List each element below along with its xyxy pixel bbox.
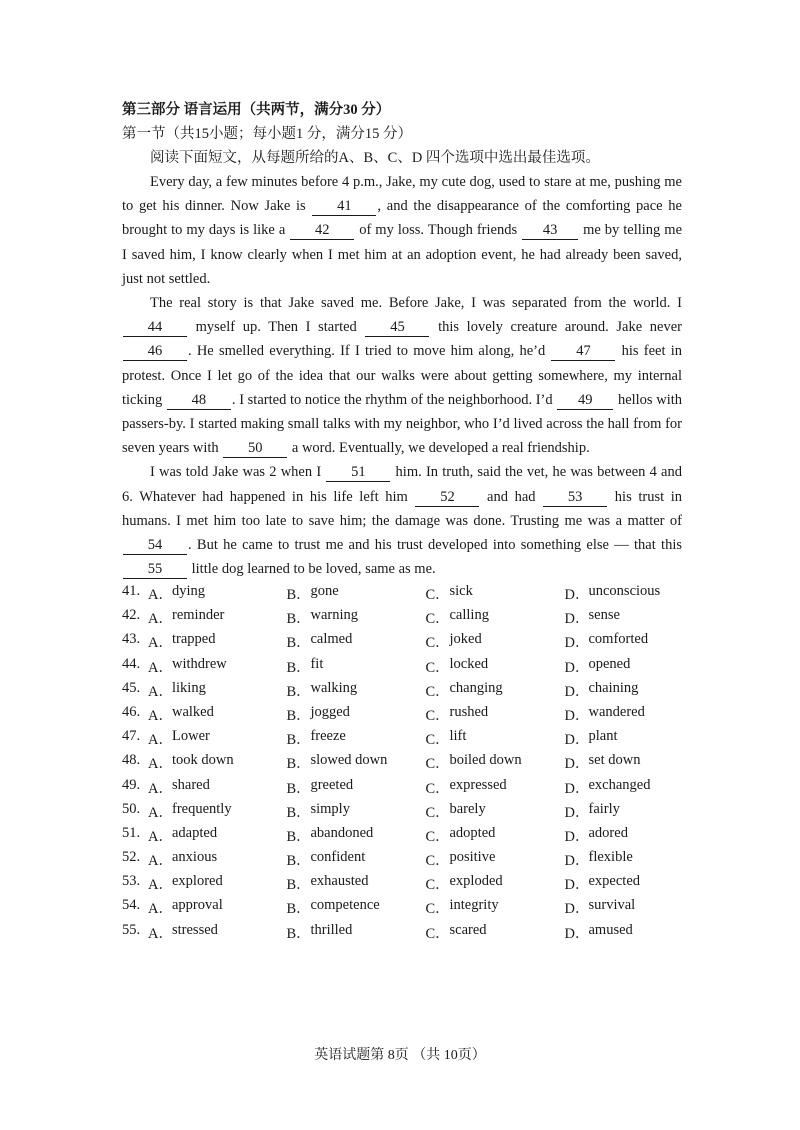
text-span: . I started to notice the rhythm of the neighborhood. I’d (231, 391, 557, 408)
option-a[interactable] (122, 849, 286, 870)
option-text: amused (588, 921, 633, 938)
option-a[interactable] (122, 728, 286, 749)
option-d[interactable] (565, 704, 682, 725)
option-letter: A． (148, 877, 173, 894)
option-text: reminder (172, 607, 225, 624)
option-letter: C． (425, 587, 450, 604)
option-letter: B． (286, 659, 311, 676)
question-number: 55. (122, 921, 141, 938)
option-row (122, 848, 682, 872)
option-b[interactable] (286, 607, 425, 628)
option-letter: C． (425, 611, 450, 628)
option-d[interactable] (565, 801, 682, 822)
option-letter: D． (564, 683, 590, 700)
option-letter: D． (564, 732, 590, 749)
option-text: simply (310, 800, 350, 817)
option-text: greeted (310, 776, 354, 793)
blank-52: 52 (415, 489, 479, 507)
option-letter: D． (564, 587, 590, 604)
blank-53: 53 (543, 489, 607, 507)
option-letter: B． (286, 587, 311, 604)
option-row (122, 654, 682, 678)
text-span: and had (480, 488, 543, 505)
option-text: fairly (588, 800, 620, 817)
option-row (122, 896, 682, 920)
question-number: 48. (122, 752, 141, 769)
text-span: a word. Eventually, we developed a real friendship. (288, 440, 590, 457)
option-letter: D． (564, 659, 590, 676)
option-b[interactable] (286, 704, 425, 725)
option-letter: B． (286, 683, 311, 700)
option-c[interactable] (425, 777, 564, 798)
question-number: 51. (122, 824, 141, 841)
option-text: approval (172, 897, 223, 914)
option-letter: B． (286, 635, 311, 652)
text-span: little dog learned to be loved, same as me. (188, 561, 436, 578)
question-number: 47. (122, 728, 141, 745)
option-text: walking (310, 679, 358, 696)
option-row (122, 823, 682, 847)
option-d[interactable] (565, 825, 682, 846)
option-text: sick (449, 583, 473, 600)
option-letter: C． (425, 804, 450, 821)
page-footer: 英语试题第 8页 （共 10页） (314, 1048, 486, 1063)
option-letter: A． (148, 611, 173, 628)
option-c[interactable] (425, 656, 564, 677)
question-number: 41. (122, 583, 141, 600)
option-a[interactable] (122, 801, 286, 822)
part-title: 第三部分 语言运用（共两节，满分30 分） (122, 102, 391, 118)
option-letter: A． (148, 756, 173, 773)
option-letter: B． (286, 732, 311, 749)
option-d[interactable] (565, 583, 682, 604)
option-row (122, 702, 682, 726)
text-span: his feet in protest. Once I let go of the idea that our walks were about getting somewhere, my internal ticking (122, 343, 682, 408)
option-letter: C． (425, 780, 450, 797)
option-c[interactable] (425, 704, 564, 725)
option-a[interactable] (122, 631, 286, 652)
option-row (122, 872, 682, 896)
option-d[interactable] (565, 897, 682, 918)
question-number: 52. (122, 849, 141, 866)
option-c[interactable] (425, 631, 564, 652)
option-letter: C． (425, 635, 450, 652)
option-letter: D． (564, 635, 590, 652)
option-letter: B． (286, 611, 311, 628)
option-text: competence (310, 897, 380, 914)
blank-45: 45 (365, 319, 429, 337)
option-text: plant (588, 728, 618, 745)
option-a[interactable] (122, 752, 286, 773)
option-text: adapted (172, 824, 218, 841)
text-span: I was told Jake was 2 when I (150, 464, 326, 481)
option-letter: A． (148, 828, 173, 845)
text-span: , and the disappearance of the comforting pace he brought to my days is like a (122, 198, 682, 239)
option-c[interactable] (425, 825, 564, 846)
option-b[interactable] (286, 801, 425, 822)
option-text: frequently (172, 800, 232, 817)
option-letter: D． (564, 901, 590, 918)
text-span: hellos with passers-by. I started making small talks with my neighbor, who I’d lived across the hall from for seven years with (122, 391, 682, 457)
option-letter: C． (425, 901, 450, 918)
text-span: The real story is that Jake saved me. Before Jake, I was separated from the world. I (150, 295, 682, 312)
option-text: changing (449, 679, 503, 696)
option-c[interactable] (425, 607, 564, 628)
option-b[interactable] (286, 897, 425, 918)
option-letter: C． (425, 853, 450, 870)
option-letter: C． (425, 683, 450, 700)
question-number: 50. (122, 800, 141, 817)
option-text: dying (172, 583, 206, 600)
option-d[interactable] (565, 607, 682, 628)
option-b[interactable] (286, 825, 425, 846)
option-letter: A． (148, 683, 173, 700)
blank-41: 41 (312, 198, 376, 216)
option-text: thrilled (310, 921, 353, 938)
option-letter: B． (286, 901, 311, 918)
option-b[interactable] (286, 728, 425, 749)
question-number: 42. (122, 607, 141, 624)
option-text: positive (449, 849, 496, 866)
blank-51: 51 (326, 464, 390, 482)
passage-paragraph-3 (122, 460, 682, 581)
option-text: wandered (588, 703, 645, 720)
option-a[interactable] (122, 922, 286, 943)
option-letter: D． (564, 853, 590, 870)
option-b[interactable] (286, 777, 425, 798)
blank-55: 55 (123, 561, 187, 579)
text-span: this lovely creature around. Jake never (430, 319, 682, 336)
option-letter: A． (148, 732, 173, 749)
option-letter: A． (148, 925, 173, 942)
option-a[interactable] (122, 656, 286, 677)
question-number: 46. (122, 703, 141, 720)
option-b[interactable] (286, 752, 425, 773)
option-row (122, 920, 682, 944)
option-text: survival (588, 897, 636, 914)
option-a[interactable] (122, 704, 286, 725)
option-a[interactable] (122, 873, 286, 894)
option-d[interactable] (565, 873, 682, 894)
option-text: adored (588, 824, 628, 841)
option-text: abandoned (310, 824, 374, 841)
option-letter: A． (148, 587, 173, 604)
option-a[interactable] (122, 583, 286, 604)
option-text: exhausted (310, 873, 369, 890)
blank-50: 50 (223, 440, 287, 458)
option-text: stressed (172, 921, 218, 938)
option-d[interactable] (565, 777, 682, 798)
blank-42: 42 (290, 222, 354, 240)
option-d[interactable] (565, 728, 682, 749)
option-text: joked (449, 631, 482, 648)
option-b[interactable] (286, 583, 425, 604)
option-text: freeze (310, 728, 346, 745)
option-text: withdrew (172, 655, 227, 672)
option-text: warning (310, 607, 358, 624)
option-text: exchanged (588, 776, 651, 793)
passage-paragraph-2 (122, 291, 682, 460)
option-letter: C． (425, 877, 450, 894)
option-text: jogged (310, 703, 350, 720)
option-text: liking (172, 679, 206, 696)
option-text: calling (449, 607, 489, 624)
question-number: 53. (122, 873, 141, 890)
text-span: Every day, a few minutes before 4 p.m., Jake, my cute dog, used to stare at me, pushing me to get his dinner. Now Jake is (122, 174, 682, 215)
text-span: him. In truth, said the vet, he was between 4 and 6. Whatever had happened in his life left him (122, 464, 682, 505)
option-a[interactable] (122, 680, 286, 701)
option-d[interactable] (565, 680, 682, 701)
option-text: explored (172, 873, 223, 890)
option-b[interactable] (286, 873, 425, 894)
option-text: locked (449, 655, 489, 672)
option-text: chaining (588, 679, 639, 696)
option-d[interactable] (565, 849, 682, 870)
option-letter: B． (286, 707, 311, 724)
text-span: his trust in humans. I met him too late to save him; the damage was done. Trusting me was a matter of (122, 488, 683, 529)
option-a[interactable] (122, 897, 286, 918)
option-text: set down (588, 752, 641, 769)
option-c[interactable] (425, 897, 564, 918)
option-b[interactable] (286, 656, 425, 677)
option-d[interactable] (565, 631, 682, 652)
option-letter: D． (564, 707, 590, 724)
option-text: Lower (172, 728, 210, 745)
option-letter: B． (286, 853, 311, 870)
option-c[interactable] (425, 801, 564, 822)
option-letter: A． (148, 780, 173, 797)
option-letter: D． (564, 877, 590, 894)
option-text: gone (310, 583, 339, 600)
option-row (122, 581, 682, 605)
option-letter: D． (564, 611, 590, 628)
question-number: 45. (122, 679, 141, 696)
option-text: trapped (172, 631, 216, 648)
option-letter: B． (286, 804, 311, 821)
option-text: fit (310, 655, 324, 672)
option-text: confident (310, 849, 366, 866)
option-b[interactable] (286, 680, 425, 701)
option-letter: A． (148, 853, 173, 870)
option-c[interactable] (425, 728, 564, 749)
option-text: comforted (588, 631, 649, 648)
blank-49: 49 (557, 392, 613, 410)
option-row (122, 727, 682, 751)
option-c[interactable] (425, 873, 564, 894)
option-letter: C． (425, 732, 450, 749)
option-letter: D． (564, 804, 590, 821)
option-letter: D． (564, 925, 590, 942)
option-b[interactable] (286, 922, 425, 943)
option-letter: C． (425, 756, 450, 773)
instruction: 阅读下面短文，从每题所给的A、B、C、D 四个选项中选出最佳选项。 (150, 150, 600, 166)
option-c[interactable] (425, 922, 564, 943)
option-text: calmed (310, 631, 353, 648)
option-row (122, 678, 682, 702)
option-letter: A． (148, 901, 173, 918)
text-span: . He smelled everything. If I tried to move him along, he’d (188, 343, 551, 360)
option-text: slowed down (310, 752, 388, 769)
option-letter: D． (564, 828, 590, 845)
option-text: adopted (449, 824, 496, 841)
option-d[interactable] (565, 656, 682, 677)
option-letter: B． (286, 756, 311, 773)
option-letter: A． (148, 659, 173, 676)
option-letter: B． (286, 828, 311, 845)
option-letter: A． (148, 635, 173, 652)
option-text: expressed (449, 776, 507, 793)
option-letter: A． (148, 804, 173, 821)
option-b[interactable] (286, 631, 425, 652)
option-a[interactable] (122, 777, 286, 798)
option-c[interactable] (425, 849, 564, 870)
blank-47: 47 (551, 343, 615, 361)
option-row (122, 751, 682, 775)
option-row (122, 630, 682, 654)
option-text: unconscious (588, 583, 661, 600)
question-number: 43. (122, 631, 141, 648)
question-section (122, 98, 682, 944)
text-span: of my loss. Though friends (355, 222, 522, 239)
option-d[interactable] (565, 752, 682, 773)
section-title: 第一节（共15小题；每小题1 分，满分15 分） (122, 126, 412, 142)
passage-paragraph-1 (122, 170, 682, 291)
option-text: lift (449, 728, 467, 745)
option-letter: A． (148, 707, 173, 724)
option-c[interactable] (425, 752, 564, 773)
option-text: integrity (449, 897, 499, 914)
option-row (122, 775, 682, 799)
blank-43: 43 (522, 222, 578, 240)
blank-54: 54 (123, 537, 187, 555)
option-text: flexible (588, 849, 633, 866)
blank-48: 48 (167, 392, 231, 410)
option-c[interactable] (425, 583, 564, 604)
option-letter: D． (564, 756, 590, 773)
question-number: 49. (122, 776, 141, 793)
option-d[interactable] (565, 922, 682, 943)
option-c[interactable] (425, 680, 564, 701)
option-letter: C． (425, 828, 450, 845)
blank-46: 46 (123, 343, 187, 361)
question-number: 54. (122, 897, 141, 914)
option-a[interactable] (122, 607, 286, 628)
option-letter: C． (425, 707, 450, 724)
option-text: exploded (449, 873, 503, 890)
option-letter: D． (564, 780, 590, 797)
option-text: walked (172, 703, 214, 720)
option-text: anxious (172, 849, 218, 866)
text-span: me by telling me I saved him, I know clearly when I met him at an adoption event, he had already been saved, just not settled. (122, 222, 683, 287)
question-number: 44. (122, 655, 141, 672)
option-text: took down (172, 752, 234, 769)
option-row (122, 799, 682, 823)
blank-44: 44 (123, 319, 187, 337)
option-row (122, 606, 682, 630)
option-text: boiled down (449, 752, 522, 769)
option-text: rushed (449, 703, 489, 720)
answer-options (122, 581, 682, 944)
text-span: myself up. Then I started (188, 319, 365, 336)
option-text: shared (172, 776, 210, 793)
option-letter: C． (425, 925, 450, 942)
option-letter: B． (286, 780, 311, 797)
option-a[interactable] (122, 825, 286, 846)
text-span: . But he came to trust me and his trust developed into something else — that this (188, 537, 682, 554)
option-b[interactable] (286, 849, 425, 870)
option-letter: C． (425, 659, 450, 676)
option-letter: B． (286, 877, 311, 894)
option-text: expected (588, 873, 641, 890)
option-text: opened (588, 655, 631, 672)
option-text: scared (449, 921, 487, 938)
option-letter: B． (286, 925, 311, 942)
option-text: barely (449, 800, 486, 817)
option-text: sense (588, 607, 620, 624)
